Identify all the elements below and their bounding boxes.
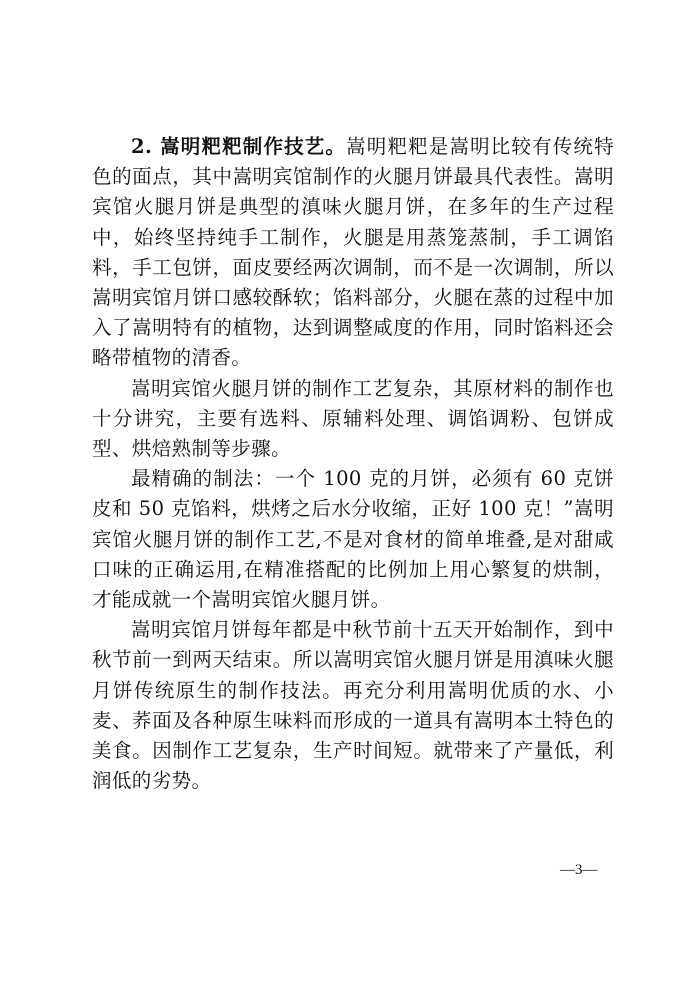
paragraph-season bbox=[92, 615, 614, 796]
paragraph-text: 嵩明宾馆月饼每年都是中秋节前十五天开始制作，到中秋节前一到两天结束。所以嵩明宾馆火腿月饼是用滇味火腿月饼传统原生的制作技法。再充分利用嵩明优质的水、小麦、荞面及各种原生味料而形成的一道具有嵩明本土特色的美食。因制作工艺复杂，生产时间短。就带来了产量低，利润低的劣势。 bbox=[92, 618, 614, 793]
page-number: —3— bbox=[560, 862, 598, 878]
paragraph-text: 最精确的制法：一个 100 克的月饼，必须有 60 克饼皮和 50 克馅料，烘烤之后水分收缩，正好 100 克！”嵩明宾馆火腿月饼的制作工艺,不是对食材的简单堆叠,是对甜咸口味的正确运用,在精准搭配的比例加上用心繁复的烘制，才能成就一个嵩明宾馆火腿月饼。 bbox=[92, 467, 614, 612]
paragraph-text: 嵩明宾馆火腿月饼的制作工艺复杂，其原材料的制作也十分讲究，主要有选料、原辅料处理、调馅调粉、包饼成型、烘焙熟制等步骤。 bbox=[92, 376, 614, 461]
paragraph-process bbox=[92, 374, 614, 465]
paragraph-text: 嵩明粑粑是嵩明比较有传统特色的面点，其中嵩明宾馆制作的火腿月饼最具代表性。嵩明宾馆火腿月饼是典型的滇味火腿月饼，在多年的生产过程中，始终坚持纯手工制作，火腿是用蒸笼蒸制，手工调馅料，手工包饼，面皮要经两次调制，而不是一次调制，所以嵩明宾馆月饼口感较酥软；馅料部分，火腿在蒸的过程中加入了嵩明特有的植物，达到调整咸度的作用，同时馅料还会略带植物的清香。 bbox=[92, 135, 614, 370]
section-heading: 2. 嵩明粑粑制作技艺。 bbox=[131, 135, 347, 158]
paragraph-craft-intro bbox=[92, 132, 614, 374]
document-body bbox=[92, 132, 614, 796]
paragraph-recipe bbox=[92, 464, 614, 615]
